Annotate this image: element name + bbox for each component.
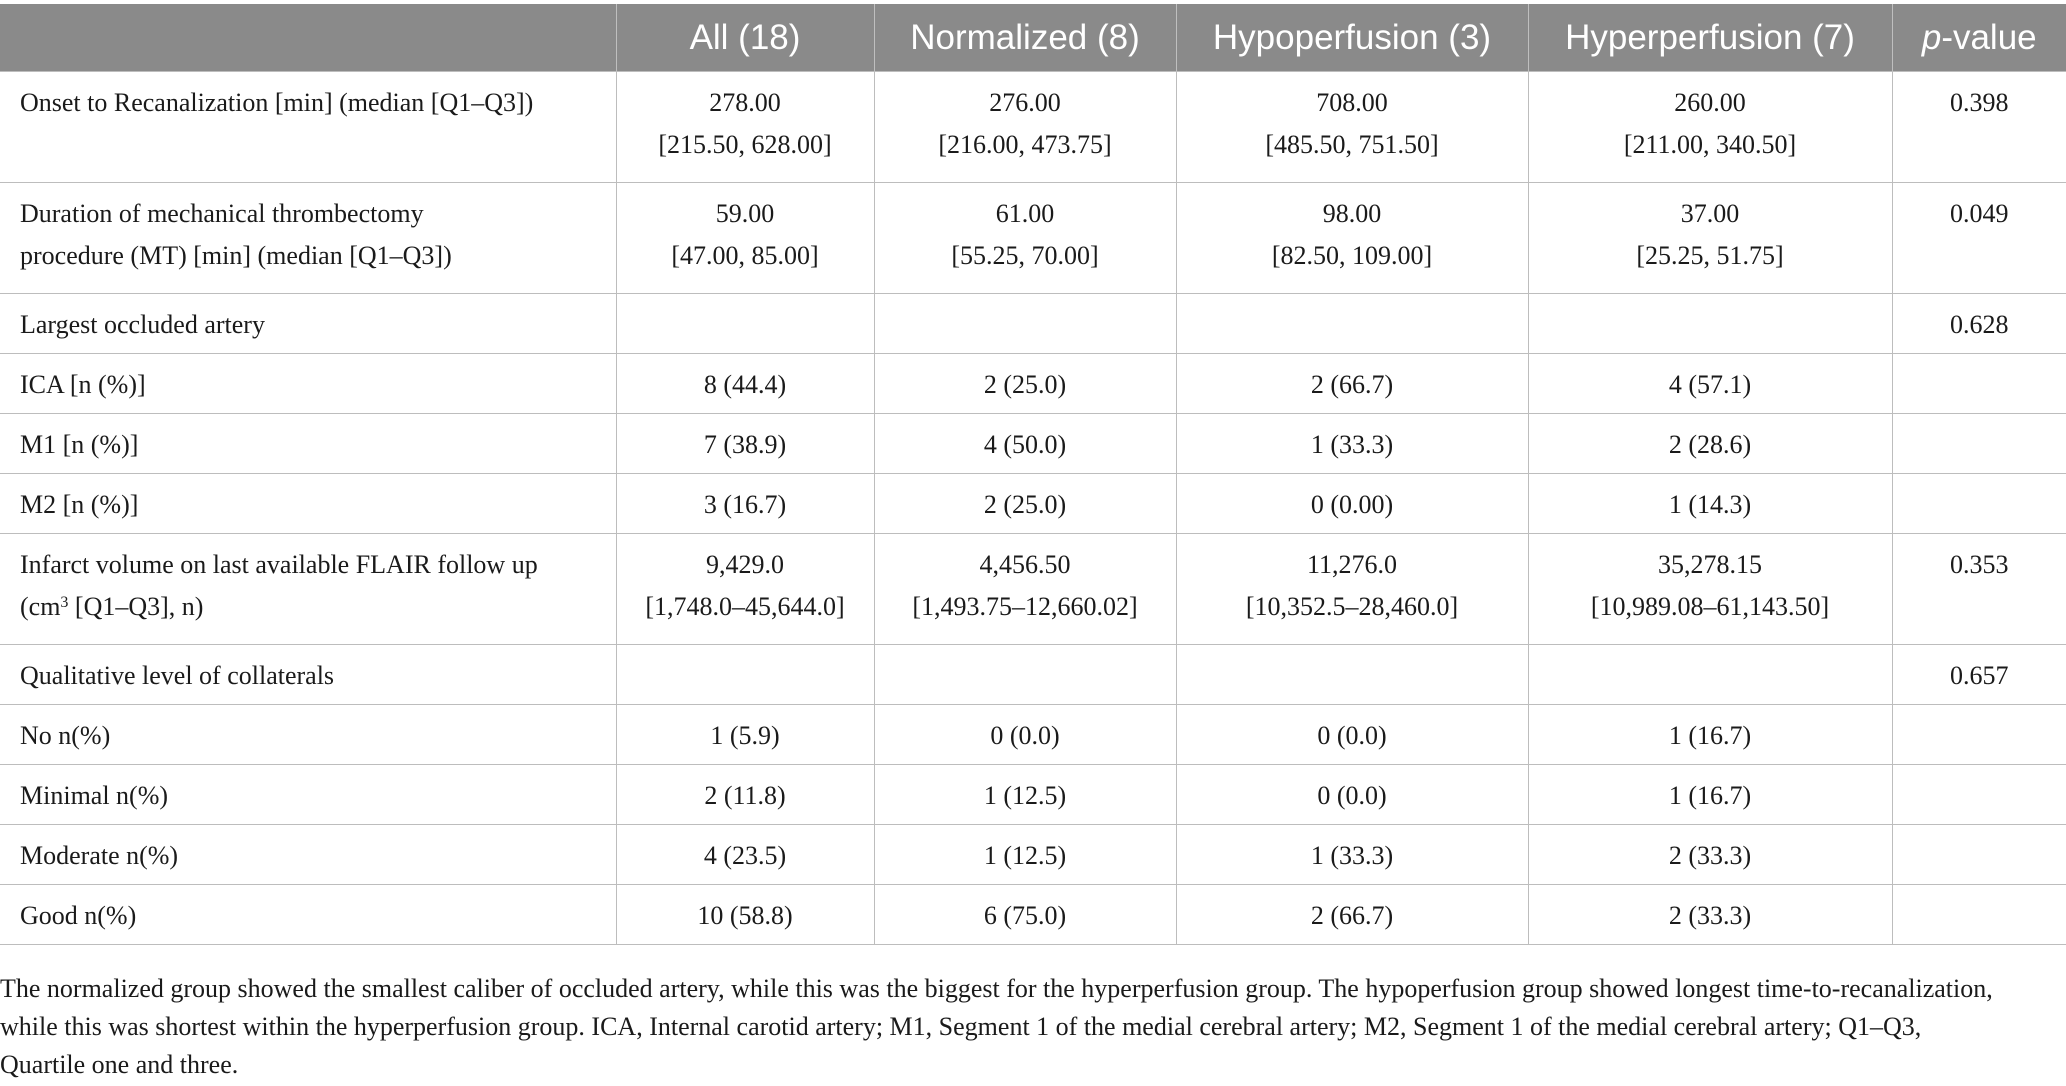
cell-hyperperfusion: 2 (33.3) — [1528, 825, 1892, 885]
cell-p-value — [1892, 474, 2066, 534]
table-row — [0, 885, 2066, 945]
cell-hyperperfusion — [1528, 72, 1892, 183]
cell-p-value — [1892, 765, 2066, 825]
cell-hypoperfusion: 1 (33.3) — [1176, 414, 1528, 474]
cell-hyperperfusion: 1 (14.3) — [1528, 474, 1892, 534]
superscript-3: 3 — [60, 594, 69, 611]
row-label: Minimal n(%) — [0, 765, 616, 825]
cell-range: [215.50, 628.00] — [658, 130, 832, 159]
cell-all: 3 (16.7) — [616, 474, 874, 534]
table-row — [0, 354, 2066, 414]
row-label: Moderate n(%) — [0, 825, 616, 885]
cell-median: 9,429.0 — [706, 550, 784, 579]
p-value: 0.049 — [1950, 199, 2009, 228]
cell-hypoperfusion — [1176, 645, 1528, 705]
cell-hypoperfusion: 0 (0.0) — [1176, 765, 1528, 825]
cell-range: [485.50, 751.50] — [1265, 130, 1439, 159]
cell-normalized — [874, 645, 1176, 705]
cell-hyperperfusion: 1 (16.7) — [1528, 765, 1892, 825]
cell-median: 11,276.0 — [1306, 550, 1398, 579]
p-value: 0.353 — [1950, 550, 2009, 579]
cell-hypoperfusion — [1176, 183, 1528, 294]
header-cell-hyperperfusion: Hyperperfusion (7) — [1528, 4, 1892, 72]
cell-hypoperfusion — [1176, 72, 1528, 183]
cell-all — [616, 534, 874, 645]
cell-normalized: 2 (25.0) — [874, 354, 1176, 414]
cell-normalized: 1 (12.5) — [874, 765, 1176, 825]
footnote-line: The normalized group showed the smallest caliber of occluded artery, while this was the biggest for the hyperperfusion group. The hypoperfusion group showed longest time-to-recanalization, — [0, 974, 1993, 1003]
cell-range: [1,493.75–12,660.02] — [912, 592, 1138, 621]
header-p-italic: p — [1921, 17, 1942, 57]
header-cell-blank — [0, 4, 616, 72]
header-cell-all: All (18) — [616, 4, 874, 72]
cell-median: 260.00 — [1674, 88, 1746, 117]
cell-all — [616, 645, 874, 705]
cell-range: [216.00, 473.75] — [938, 130, 1112, 159]
cell-all — [616, 72, 874, 183]
cell-normalized — [874, 534, 1176, 645]
cell-hyperperfusion: 4 (57.1) — [1528, 354, 1892, 414]
row-label: Good n(%) — [0, 885, 616, 945]
results-table — [0, 4, 2066, 945]
cell-hypoperfusion: 2 (66.7) — [1176, 885, 1528, 945]
cell-hyperperfusion — [1528, 534, 1892, 645]
cell-median: 61.00 — [995, 199, 1055, 228]
cell-normalized: 2 (25.0) — [874, 474, 1176, 534]
cell-all: 10 (58.8) — [616, 885, 874, 945]
cell-median: 278.00 — [709, 88, 781, 117]
table-row — [0, 294, 2066, 354]
cell-normalized — [874, 294, 1176, 354]
table-row — [0, 765, 2066, 825]
cell-normalized: 1 (12.5) — [874, 825, 1176, 885]
row-label: M2 [n (%)] — [0, 474, 616, 534]
header-cell-normalized: Normalized (8) — [874, 4, 1176, 72]
cell-all: 7 (38.9) — [616, 414, 874, 474]
table-row — [0, 474, 2066, 534]
cell-normalized: 6 (75.0) — [874, 885, 1176, 945]
table-row — [0, 183, 2066, 294]
cell-median: 59.00 — [715, 199, 775, 228]
cell-median: 276.00 — [989, 88, 1061, 117]
cell-all: 2 (11.8) — [616, 765, 874, 825]
header-cell-hypoperfusion: Hypoperfusion (3) — [1176, 4, 1528, 72]
cell-range: [47.00, 85.00] — [671, 241, 819, 270]
cell-p-value: 0.628 — [1892, 294, 2066, 354]
footnote-line: Quartile one and three. — [0, 1050, 239, 1079]
cell-hypoperfusion — [1176, 534, 1528, 645]
cell-hyperperfusion — [1528, 294, 1892, 354]
cell-all — [616, 183, 874, 294]
cell-p-value — [1892, 885, 2066, 945]
p-value: 0.398 — [1950, 88, 2009, 117]
table-row — [0, 825, 2066, 885]
cell-hypoperfusion: 1 (33.3) — [1176, 825, 1528, 885]
cell-median: 708.00 — [1316, 88, 1388, 117]
row-label-line — [20, 586, 616, 628]
row-label: Qualitative level of collaterals — [0, 645, 616, 705]
cell-hypoperfusion: 0 (0.0) — [1176, 705, 1528, 765]
cell-range: [10,352.5–28,460.0] — [1245, 592, 1459, 621]
label-part: (cm — [20, 592, 61, 621]
cell-hyperperfusion: 2 (28.6) — [1528, 414, 1892, 474]
cell-all: 1 (5.9) — [616, 705, 874, 765]
cell-hyperperfusion — [1528, 645, 1892, 705]
table-row — [0, 534, 2066, 645]
cell-hyperperfusion: 1 (16.7) — [1528, 705, 1892, 765]
table-row — [0, 72, 2066, 183]
cell-hypoperfusion — [1176, 294, 1528, 354]
cell-hypoperfusion: 0 (0.00) — [1176, 474, 1528, 534]
cell-p-value — [1892, 183, 2066, 294]
cell-p-value — [1892, 534, 2066, 645]
cell-p-value — [1892, 72, 2066, 183]
header-row — [0, 4, 2066, 72]
cell-range: [25.25, 51.75] — [1636, 241, 1784, 270]
cell-hyperperfusion — [1528, 183, 1892, 294]
table-footnote — [0, 970, 2066, 1084]
cell-normalized: 4 (50.0) — [874, 414, 1176, 474]
cell-normalized — [874, 72, 1176, 183]
cell-median: 35,278.15 — [1658, 550, 1762, 579]
row-label-line: Infarct volume on last available FLAIR follow up — [20, 550, 538, 579]
table-row — [0, 414, 2066, 474]
row-label: No n(%) — [0, 705, 616, 765]
cell-range: [211.00, 340.50] — [1623, 130, 1797, 159]
row-label-line: procedure (MT) [min] (median [Q1–Q3]) — [20, 241, 452, 270]
cell-p-value — [1892, 825, 2066, 885]
cell-normalized — [874, 183, 1176, 294]
row-label — [0, 183, 616, 294]
label-part: [Q1–Q3], n) — [68, 592, 204, 621]
row-label-line: Duration of mechanical thrombectomy — [20, 199, 424, 228]
table-row — [0, 645, 2066, 705]
cell-median: 4,456.50 — [979, 550, 1071, 579]
row-label — [0, 534, 616, 645]
cell-p-value: 0.657 — [1892, 645, 2066, 705]
row-label: ICA [n (%)] — [0, 354, 616, 414]
header-cell-p-value — [1892, 4, 2066, 72]
cell-p-value — [1892, 354, 2066, 414]
cell-range: [1,748.0–45,644.0] — [645, 592, 845, 621]
cell-normalized: 0 (0.0) — [874, 705, 1176, 765]
row-label: M1 [n (%)] — [0, 414, 616, 474]
cell-range: [10,989.08–61,143.50] — [1590, 592, 1830, 621]
row-label — [0, 72, 616, 183]
cell-all — [616, 294, 874, 354]
cell-median: 37.00 — [1680, 199, 1740, 228]
row-label: Largest occluded artery — [0, 294, 616, 354]
cell-hypoperfusion: 2 (66.7) — [1176, 354, 1528, 414]
cell-hyperperfusion: 2 (33.3) — [1528, 885, 1892, 945]
cell-range: [82.50, 109.00] — [1271, 241, 1433, 270]
cell-all: 8 (44.4) — [616, 354, 874, 414]
cell-median: 98.00 — [1322, 199, 1382, 228]
header-p-suffix: -value — [1941, 17, 2037, 57]
cell-p-value — [1892, 414, 2066, 474]
footnote-line: while this was shortest within the hyperperfusion group. ICA, Internal carotid artery; M1, Segment 1 of the medial cerebral artery; M2, Segment 1 of the medial cerebral artery; Q1–Q3, — [0, 1012, 1922, 1041]
row-label-line: Onset to Recanalization [min] (median [Q1–Q3]) — [20, 88, 534, 117]
cell-all: 4 (23.5) — [616, 825, 874, 885]
cell-range: [55.25, 70.00] — [951, 241, 1099, 270]
table-row — [0, 705, 2066, 765]
cell-p-value — [1892, 705, 2066, 765]
